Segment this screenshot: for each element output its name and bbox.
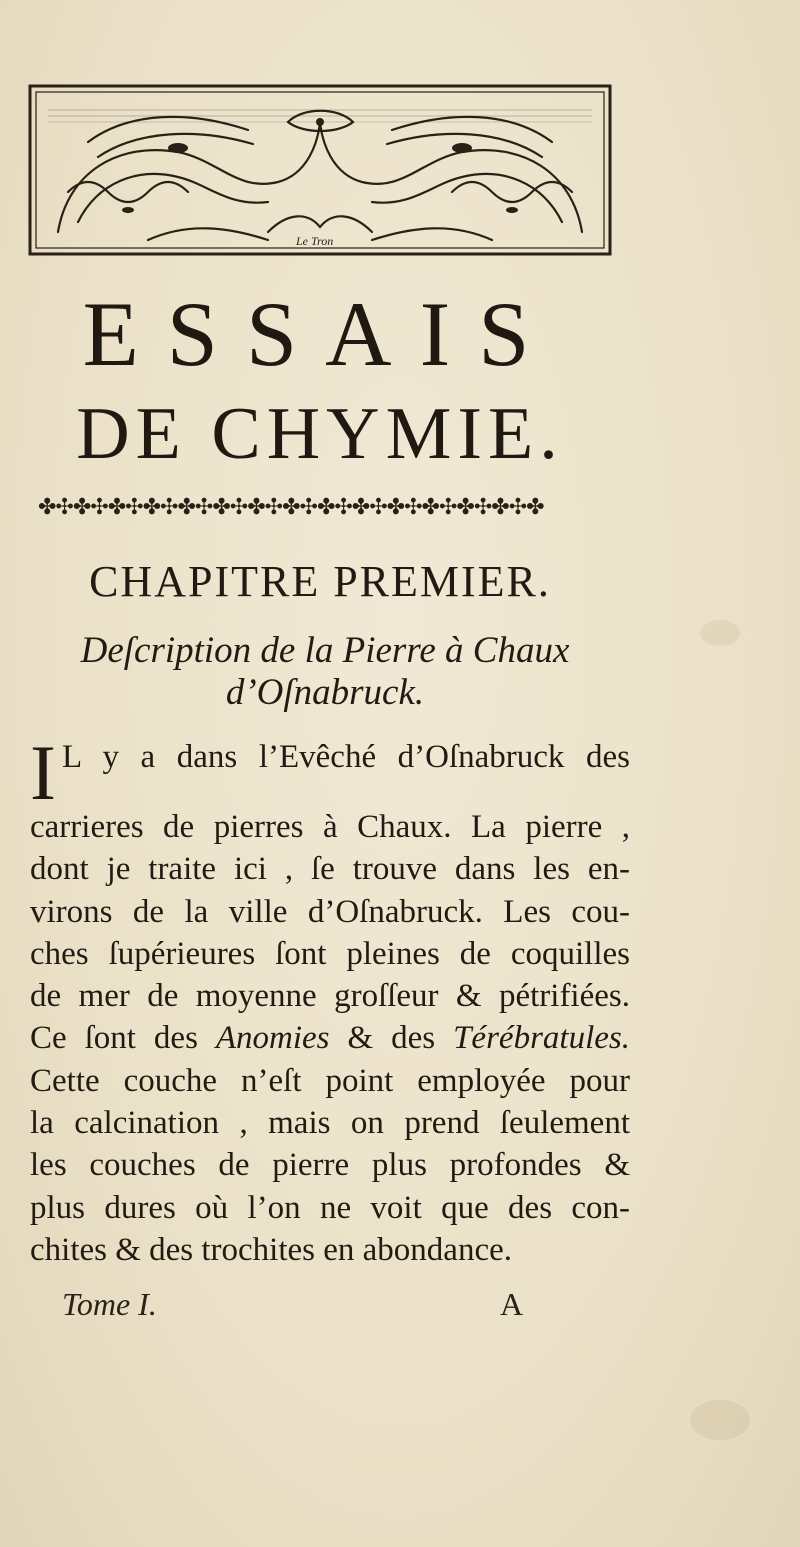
text-line: ches ſupérieures ſont pleines de coquilles [30, 935, 630, 972]
text-line: Cette couche n’eſt point employée pour [30, 1062, 630, 1099]
drop-cap: I [30, 729, 56, 816]
headpiece-ornament [28, 82, 612, 258]
book-title: ESSAIS [82, 283, 558, 385]
text-run: Ce ſont des [30, 1020, 216, 1057]
text-line: carrieres de pierres à Chaux. La pierre , [30, 809, 630, 845]
book-subtitle: DE CHYMIE. [76, 393, 564, 475]
engraver-signature: Le Tron [296, 234, 334, 248]
text-line [30, 1017, 630, 1059]
signature-mark: A [500, 1286, 524, 1322]
italic-term: Anomies [215, 1020, 330, 1057]
body-paragraph [30, 729, 630, 1271]
text-line: L y a dans l’Evêché d’Oſnabruck des [61, 739, 630, 775]
chapter-subtitle-line-1: Deſcription de la Pierre à Chaux [80, 630, 570, 671]
text-line: de mer de moyenne groſſeur & pétrifiées. [30, 978, 630, 1015]
text-line: plus dures où l’on ne voit que des con- [30, 1189, 630, 1226]
text-line: virons de la ville d’Oſnabruck. Les cou- [30, 893, 630, 930]
text-line: dont je traite ici , ſe trouve dans les en- [30, 851, 630, 888]
page-footer [0, 1286, 700, 1330]
chapter-subtitle [0, 630, 650, 714]
paper-stain [690, 1400, 750, 1440]
volume-label: Tome I. [62, 1286, 157, 1322]
text-line: les couches de pierre plus profondes & [30, 1147, 630, 1184]
text-line: la calcination , mais on prend ſeulement [30, 1105, 630, 1142]
text-line: chites & des trochites en abondance. [30, 1231, 512, 1268]
chapter-subtitle-line-2: d’Oſnabruck. [225, 672, 425, 713]
ornament-rule: ✤✣✤✣✤✣✤✣✤✣✤✣✤✣✤✣✤✣✤✣✤✣✤✣✤✣✤✣✤ [38, 496, 544, 520]
chapter-heading: CHAPITRE PREMIER. [89, 557, 551, 606]
text-run: & des [329, 1020, 454, 1057]
paper-stain [700, 620, 740, 646]
italic-term: Térébratules. [453, 1020, 630, 1057]
